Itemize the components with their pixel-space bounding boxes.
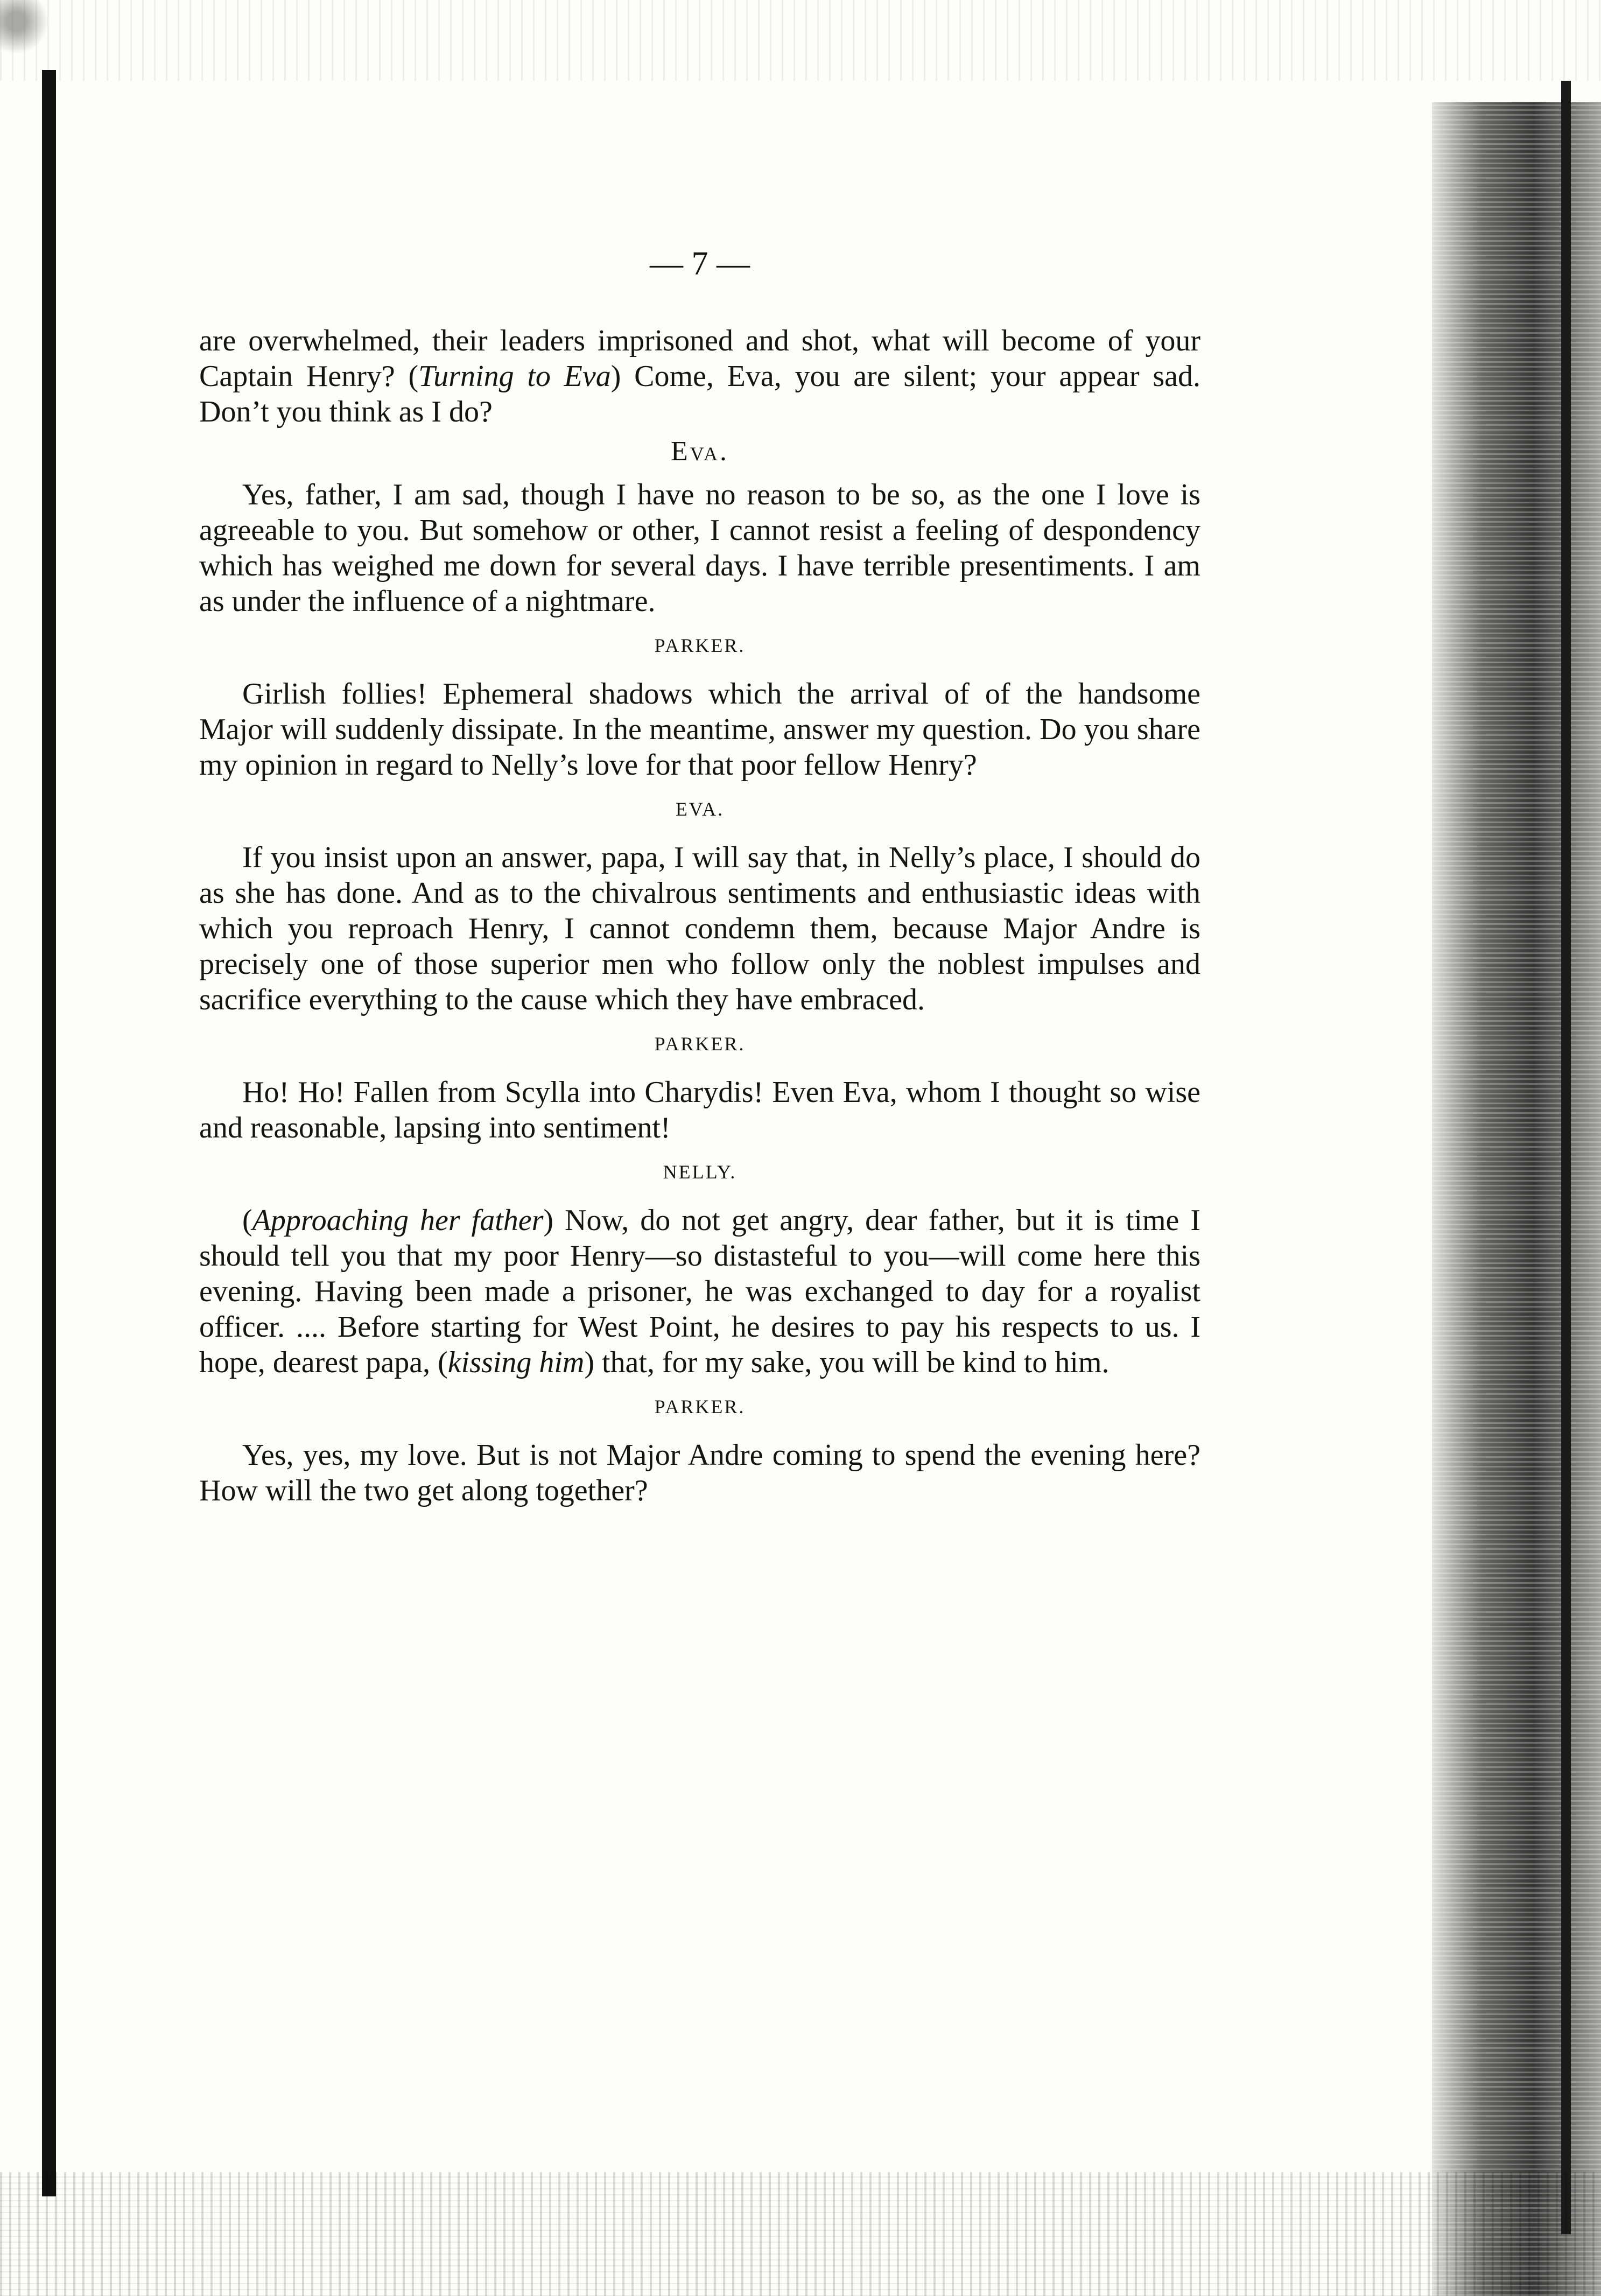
speech-text: (: [242, 1204, 252, 1237]
speech-text: are overwhelmed, their leaders imprisoned and shot, what will become of your Captain Henry? (: [199, 324, 1200, 393]
speech-paragraph: [199, 1437, 1200, 1508]
speech-paragraph: [199, 840, 1200, 1017]
page-edge-right: [1561, 81, 1571, 2234]
speech-text: Ho! Ho! Fallen from Scylla into Charydis! Even Eva, whom I thought so wise and reasonable, lapsing into sentiment!: [199, 1076, 1200, 1145]
speaker-label: PARKER.: [654, 1033, 746, 1055]
speech-paragraph: [199, 1203, 1200, 1380]
speech-text: If you insist upon an answer, papa, I will say that, in Nelly’s place, I should do as she has done. And as to the chivalrous sentiments and enthusiastic ideas with which you reproach Henry, I cannot condemn them, because Major Andre is precisely one of those superior men who follow only the noblest impulses and sacrifice everything to the cause which they have embraced.: [199, 841, 1200, 1016]
speech-text: ) that, for my sake, you will be kind to him.: [584, 1346, 1110, 1379]
continuation-paragraph: [199, 323, 1200, 430]
page-number: — 7 —: [650, 245, 750, 282]
binding-edge: [42, 70, 56, 2196]
speaker-label: PARKER.: [654, 635, 746, 656]
play-text: [199, 323, 1200, 1508]
stage-direction: kissing him: [447, 1346, 585, 1379]
scan-shadow-right: [1432, 102, 1601, 2296]
scan-artifact-top: [0, 0, 1601, 81]
speech-text: Girlish follies! Ephemeral shadows which the arrival of of the handsome Major will suddenly dissipate. In the meantime, answer my question. Do you share my opinion in regard to Nelly’s love for that poor fellow Henry?: [199, 677, 1200, 782]
speech-paragraph: [199, 1075, 1200, 1146]
speech-text: ) Come, Eva, you are silent; your appear sad. Don’t you think as I do?: [199, 360, 1200, 429]
speech-paragraph: [199, 477, 1200, 619]
speech-text: Yes, yes, my love. But is not Major Andre coming to spend the evening here? How will the two get along together?: [199, 1438, 1200, 1507]
speaker-label: Eva.: [670, 436, 729, 467]
scan-artifact-bottom: [0, 2172, 1601, 2296]
speaker-label: NELLY.: [663, 1161, 737, 1183]
speech-text: Yes, father, I am sad, though I have no reason to be so, as the one I love is agreeable to you. But somehow or other, I cannot resist a feeling of despondency which has weighed me down for several days. I have terrible presentiments. I am as under the influence of a nightmare.: [199, 478, 1200, 618]
stage-direction: Turning to Eva: [418, 360, 611, 393]
speech-text: ) Now, do not get angry, dear father, but it is time I should tell you that my poor Henry—so distasteful to you—will come here this evening. Having been made a prisoner, he was exchanged to day for a royalist officer. .... Before starting for West Point, he desires to pay his respects to us. I hope, dearest papa, (: [199, 1204, 1201, 1379]
speaker-label: EVA.: [675, 798, 725, 820]
speaker-label: PARKER.: [654, 1396, 746, 1417]
speech-paragraph: [199, 676, 1200, 783]
stage-direction: Approaching her father: [252, 1204, 544, 1237]
